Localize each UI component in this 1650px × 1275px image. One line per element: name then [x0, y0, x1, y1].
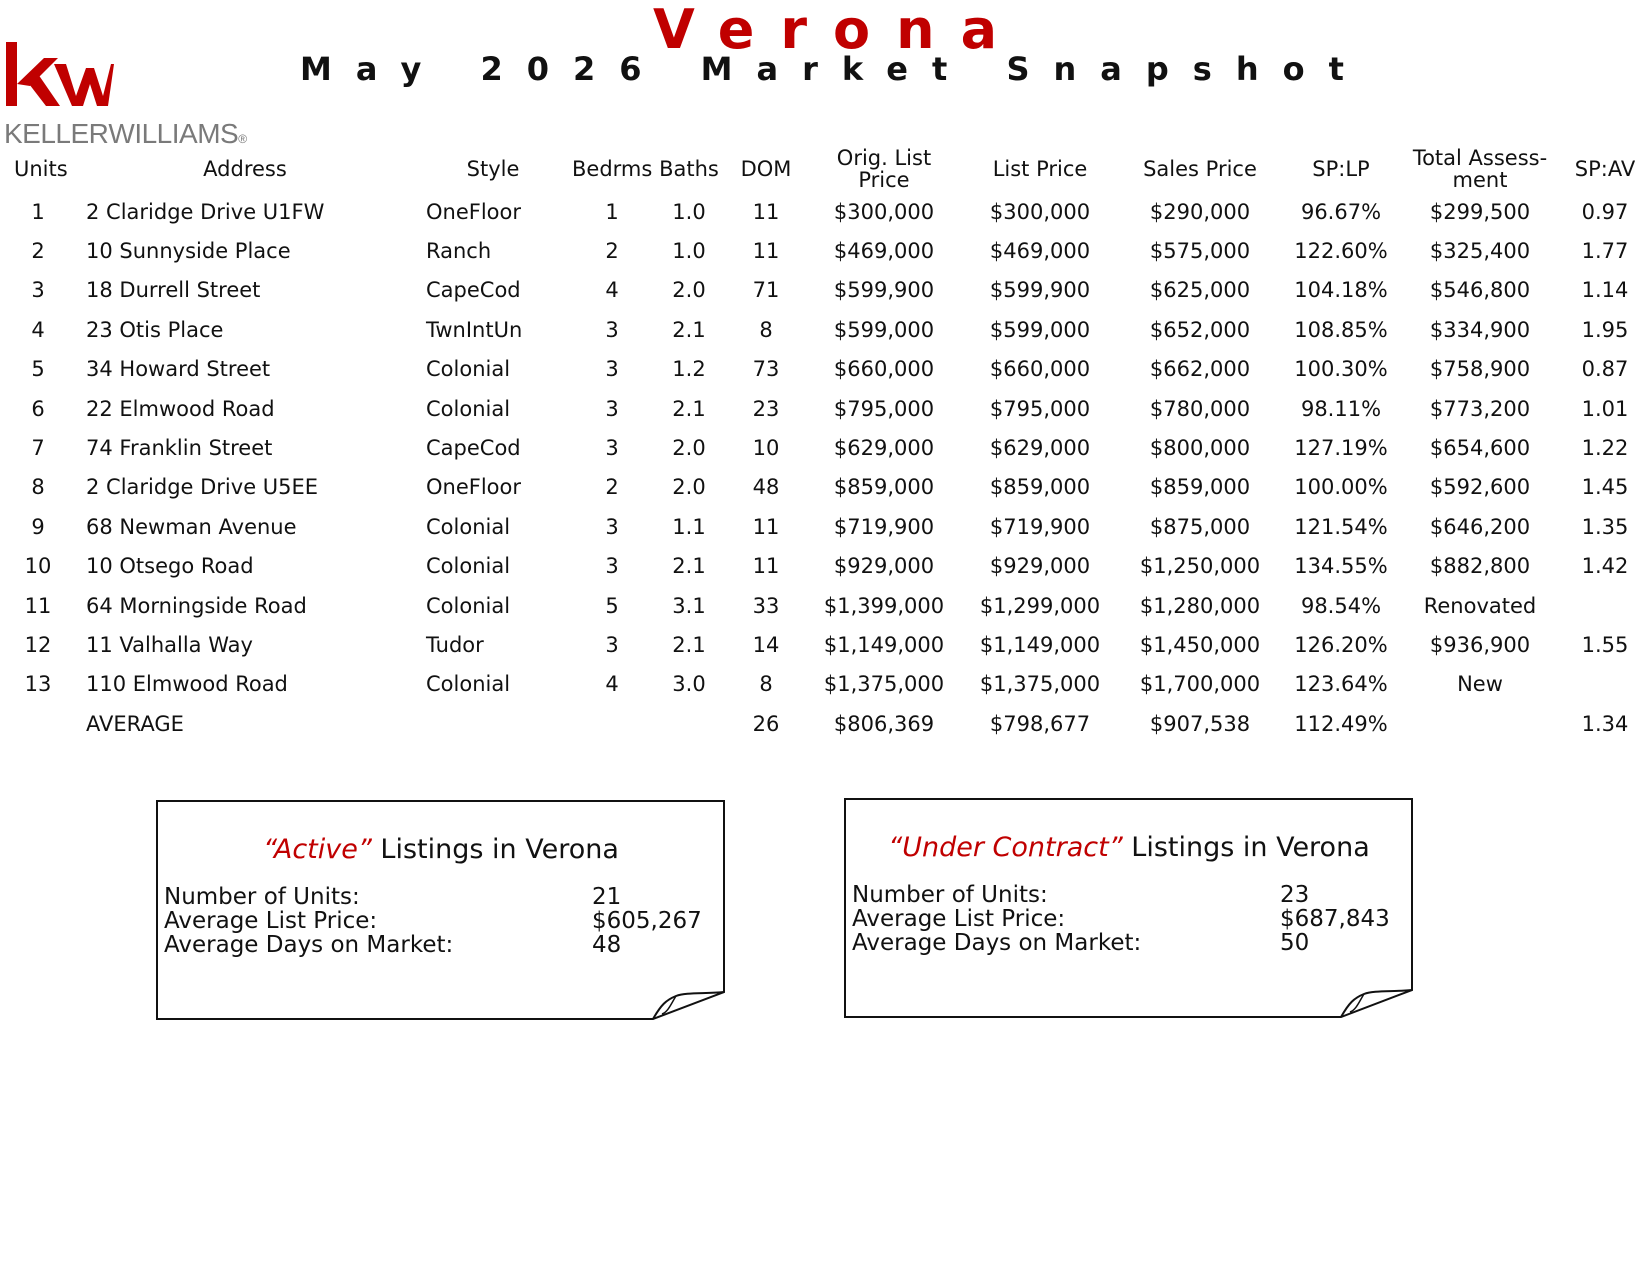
average-baths: [652, 704, 726, 743]
row-bedrms: 3: [605, 357, 619, 382]
row-orig-list-price: $1,375,000: [823, 672, 945, 697]
row-style: CapeCod: [426, 278, 521, 303]
table-row: [0, 231, 1650, 270]
average-row: [0, 704, 1650, 743]
row-style: Colonial: [426, 672, 511, 697]
col-style: Style: [466, 157, 520, 181]
row-sales-price: $800,000: [1149, 436, 1251, 461]
row-address: 68 Newman Avenue: [86, 514, 297, 539]
table-row: [0, 665, 1650, 704]
col-dom: DOM: [740, 157, 792, 181]
row-orig-list-price: $1,399,000: [823, 593, 945, 618]
average-sales-price: $907,538: [1149, 711, 1251, 736]
row-style: CapeCod: [426, 436, 521, 461]
row-sp-av: 1.35: [1581, 514, 1629, 539]
row-unit: 8: [31, 475, 45, 500]
row-bedrms: 3: [605, 396, 619, 421]
row-unit: 13: [24, 672, 52, 697]
table-row: [0, 586, 1650, 625]
row-dom: 23: [752, 396, 780, 421]
page-subtitle: May 2026 Market Snapshot: [300, 50, 1368, 88]
row-address: 10 Sunnyside Place: [86, 239, 291, 264]
row-sales-price: $575,000: [1149, 239, 1251, 264]
row-baths: 2.1: [672, 317, 706, 342]
contract-dom-value: 50: [1280, 930, 1310, 956]
row-sales-price: $780,000: [1149, 396, 1251, 421]
active-title-rest: Listings in Verona: [371, 834, 619, 865]
row-list-price: $469,000: [989, 239, 1091, 264]
active-price-label: Average List Price:: [164, 908, 378, 934]
row-unit: 10: [24, 554, 52, 579]
active-box-title: [156, 834, 726, 865]
contract-price-value: $687,843: [1280, 906, 1390, 932]
row-baths: 2.0: [672, 475, 706, 500]
row-sp-av: [1560, 665, 1650, 704]
average-dom: 26: [752, 711, 780, 736]
table-row: [0, 625, 1650, 664]
row-orig-list-price: $469,000: [833, 239, 935, 264]
row-total-assessment: $299,500: [1429, 199, 1531, 224]
row-sp-av: 1.77: [1581, 239, 1629, 264]
row-sales-price: $1,700,000: [1139, 672, 1261, 697]
row-sales-price: $859,000: [1149, 475, 1251, 500]
under-contract-box: [844, 798, 1444, 1028]
col-total-assessment: [1400, 146, 1560, 192]
row-sp-lp: 123.64%: [1294, 672, 1388, 697]
row-total-assessment: New: [1457, 672, 1503, 697]
row-unit: 7: [31, 436, 45, 461]
row-sp-lp: 96.67%: [1300, 199, 1382, 224]
col-orig-list-line2: Price: [858, 168, 910, 192]
row-orig-list-price: $1,149,000: [823, 632, 945, 657]
row-dom: 8: [759, 672, 773, 697]
row-orig-list-price: $599,900: [833, 278, 935, 303]
row-sales-price: $652,000: [1149, 317, 1251, 342]
average-sp-lp: 112.49%: [1294, 711, 1388, 736]
row-sp-av: [1560, 586, 1650, 625]
row-sales-price: $662,000: [1149, 357, 1251, 382]
row-orig-list-price: $629,000: [833, 436, 935, 461]
row-style: Tudor: [426, 632, 484, 657]
row-total-assessment: $882,800: [1429, 554, 1531, 579]
row-list-price: $300,000: [989, 199, 1091, 224]
row-sp-lp: 104.18%: [1294, 278, 1388, 303]
row-total-assessment: $334,900: [1429, 317, 1531, 342]
contract-box-title: [844, 832, 1414, 863]
row-sp-av: 1.14: [1581, 278, 1629, 303]
row-sp-av: 1.42: [1581, 554, 1629, 579]
row-sp-lp: 108.85%: [1294, 317, 1388, 342]
row-bedrms: 3: [605, 436, 619, 461]
row-style: OneFloor: [426, 475, 522, 500]
row-dom: 11: [752, 514, 780, 539]
row-dom: 48: [752, 475, 780, 500]
col-total-assess-line1: Total Assess-: [1412, 146, 1548, 170]
table-row: [0, 507, 1650, 546]
logo-text-williams: WILLIAMS: [108, 118, 239, 149]
average-bedrms: [572, 704, 652, 743]
row-sales-price: $1,280,000: [1139, 593, 1261, 618]
row-sales-price: $290,000: [1149, 199, 1251, 224]
row-address: 74 Franklin Street: [86, 436, 273, 461]
row-baths: 3.1: [672, 593, 706, 618]
average-orig-list: $806,369: [833, 711, 935, 736]
row-bedrms: 4: [605, 278, 619, 303]
active-dom-label: Average Days on Market:: [164, 932, 454, 958]
row-total-assessment: Renovated: [1423, 593, 1537, 618]
average-style: [414, 704, 572, 743]
row-orig-list-price: $719,900: [833, 514, 935, 539]
col-sales-price: Sales Price: [1143, 157, 1257, 181]
row-address: 18 Durrell Street: [86, 278, 261, 303]
row-address: 23 Otis Place: [86, 317, 224, 342]
row-style: Colonial: [426, 357, 511, 382]
row-sp-av: 1.22: [1581, 436, 1629, 461]
row-baths: 2.0: [672, 436, 706, 461]
table-row: [0, 271, 1650, 310]
row-list-price: $859,000: [989, 475, 1091, 500]
row-unit: 5: [31, 357, 45, 382]
row-sp-av: 1.55: [1581, 632, 1629, 657]
row-dom: 73: [752, 357, 780, 382]
row-list-price: $660,000: [989, 357, 1091, 382]
row-baths: 2.0: [672, 278, 706, 303]
row-style: Colonial: [426, 593, 511, 618]
logo-text-keller: KELLER: [4, 118, 109, 149]
row-address: 11 Valhalla Way: [86, 632, 253, 657]
table-row: [0, 192, 1650, 231]
row-style: Colonial: [426, 554, 511, 579]
row-baths: 1.0: [672, 239, 706, 264]
row-total-assessment: $758,900: [1429, 357, 1531, 382]
row-sp-av: 0.97: [1581, 199, 1629, 224]
row-style: Ranch: [426, 239, 492, 264]
active-listings-box: [156, 800, 756, 1030]
row-address: 34 Howard Street: [86, 357, 271, 382]
col-list-price: List Price: [992, 157, 1088, 181]
average-list-price: $798,677: [989, 711, 1091, 736]
average-unit: [0, 704, 76, 743]
active-price-value: $605,267: [592, 908, 702, 934]
row-sales-price: $875,000: [1149, 514, 1251, 539]
row-total-assessment: $936,900: [1429, 632, 1531, 657]
row-baths: 2.1: [672, 396, 706, 421]
row-style: Colonial: [426, 514, 511, 539]
row-baths: 1.2: [672, 357, 706, 382]
row-orig-list-price: $859,000: [833, 475, 935, 500]
contract-price-label: Average List Price:: [852, 906, 1066, 932]
active-dom-value: 48: [592, 932, 622, 958]
row-sp-lp: 100.00%: [1294, 475, 1388, 500]
row-sp-lp: 121.54%: [1294, 514, 1388, 539]
row-unit: 3: [31, 278, 45, 303]
row-list-price: $719,900: [989, 514, 1091, 539]
col-baths: Baths: [659, 157, 719, 181]
row-list-price: $599,900: [989, 278, 1091, 303]
average-assessment: [1400, 704, 1560, 743]
row-list-price: $1,299,000: [979, 593, 1101, 618]
row-baths: 1.0: [672, 199, 706, 224]
row-total-assessment: $654,600: [1429, 436, 1531, 461]
row-dom: 11: [752, 239, 780, 264]
table-header-row: [0, 146, 1650, 192]
row-unit: 1: [31, 199, 45, 224]
table-row: [0, 468, 1650, 507]
row-dom: 33: [752, 593, 780, 618]
row-address: 2 Claridge Drive U1FW: [86, 199, 325, 224]
row-total-assessment: $773,200: [1429, 396, 1531, 421]
row-orig-list-price: $599,000: [833, 317, 935, 342]
row-list-price: $599,000: [989, 317, 1091, 342]
row-address: 64 Morningside Road: [86, 593, 307, 618]
row-list-price: $795,000: [989, 396, 1091, 421]
row-baths: 2.1: [672, 554, 706, 579]
contract-dom-label: Average Days on Market:: [852, 930, 1142, 956]
row-list-price: $1,149,000: [979, 632, 1101, 657]
row-unit: 12: [24, 632, 52, 657]
row-sp-lp: 134.55%: [1294, 554, 1388, 579]
row-bedrms: 5: [605, 593, 619, 618]
row-orig-list-price: $660,000: [833, 357, 935, 382]
contract-units-label: Number of Units:: [852, 882, 1048, 908]
row-unit: 9: [31, 514, 45, 539]
col-units: Units: [14, 157, 68, 181]
col-bedrms: Bedrms: [572, 157, 653, 181]
row-unit: 11: [24, 593, 52, 618]
row-style: TwnIntUn: [426, 317, 523, 342]
row-total-assessment: $325,400: [1429, 239, 1531, 264]
row-orig-list-price: $929,000: [833, 554, 935, 579]
row-sp-av: 1.95: [1581, 317, 1629, 342]
row-bedrms: 3: [605, 632, 619, 657]
table-row: [0, 310, 1650, 349]
row-dom: 11: [752, 199, 780, 224]
row-dom: 71: [752, 278, 780, 303]
active-title-emphasis: “Active”: [263, 834, 372, 865]
row-orig-list-price: $795,000: [833, 396, 935, 421]
row-sp-lp: 98.11%: [1300, 396, 1382, 421]
row-address: 2 Claridge Drive U5EE: [86, 475, 319, 500]
row-sp-lp: 98.54%: [1300, 593, 1382, 618]
row-bedrms: 3: [605, 317, 619, 342]
row-sp-av: 0.87: [1581, 357, 1629, 382]
col-address: Address: [203, 157, 287, 181]
row-bedrms: 3: [605, 514, 619, 539]
row-list-price: $1,375,000: [979, 672, 1101, 697]
row-unit: 4: [31, 317, 45, 342]
average-sp-av: 1.34: [1581, 711, 1629, 736]
row-bedrms: 1: [605, 199, 619, 224]
col-orig-list-line1: Orig. List: [836, 146, 932, 170]
row-dom: 11: [752, 554, 780, 579]
table-row: [0, 428, 1650, 467]
row-sales-price: $1,250,000: [1139, 554, 1261, 579]
row-style: Colonial: [426, 396, 511, 421]
table-row: [0, 547, 1650, 586]
table-row: [0, 389, 1650, 428]
row-baths: 3.0: [672, 672, 706, 697]
row-baths: 1.1: [672, 514, 706, 539]
row-list-price: $929,000: [989, 554, 1091, 579]
row-style: OneFloor: [426, 199, 522, 224]
row-dom: 10: [752, 436, 780, 461]
active-units-value: 21: [592, 884, 622, 910]
page-title: Verona: [652, 0, 1024, 61]
row-address: 110 Elmwood Road: [86, 672, 288, 697]
row-total-assessment: $646,200: [1429, 514, 1531, 539]
row-baths: 2.1: [672, 632, 706, 657]
active-units-label: Number of Units:: [164, 884, 360, 910]
row-total-assessment: $592,600: [1429, 475, 1531, 500]
row-sp-lp: 126.20%: [1294, 632, 1388, 657]
row-sales-price: $625,000: [1149, 278, 1251, 303]
row-bedrms: 4: [605, 672, 619, 697]
row-bedrms: 2: [605, 239, 619, 264]
row-address: 22 Elmwood Road: [86, 396, 275, 421]
table-row: [0, 350, 1650, 389]
contract-title-emphasis: “Under Contract”: [888, 832, 1123, 863]
row-list-price: $629,000: [989, 436, 1091, 461]
row-dom: 8: [759, 317, 773, 342]
row-unit: 6: [31, 396, 45, 421]
row-sp-lp: 122.60%: [1294, 239, 1388, 264]
col-total-assess-line2: ment: [1452, 168, 1508, 192]
col-sp-av: SP:AV: [1574, 157, 1636, 181]
row-orig-list-price: $300,000: [833, 199, 935, 224]
sales-table: [0, 146, 1650, 743]
average-label: AVERAGE: [86, 711, 184, 736]
row-dom: 14: [752, 632, 780, 657]
row-sp-lp: 100.30%: [1294, 357, 1388, 382]
row-bedrms: 3: [605, 554, 619, 579]
row-sales-price: $1,450,000: [1139, 632, 1261, 657]
row-sp-av: 1.45: [1581, 475, 1629, 500]
logo-registered: ®: [238, 132, 247, 146]
col-sp-lp: SP:LP: [1312, 157, 1370, 181]
row-total-assessment: $546,800: [1429, 278, 1531, 303]
row-unit: 2: [31, 239, 45, 264]
row-sp-lp: 127.19%: [1294, 436, 1388, 461]
row-bedrms: 2: [605, 475, 619, 500]
row-sp-av: 1.01: [1581, 396, 1629, 421]
col-orig-list-price: [806, 146, 962, 192]
contract-title-rest: Listings in Verona: [1122, 832, 1370, 863]
row-address: 10 Otsego Road: [86, 554, 254, 579]
contract-units-value: 23: [1280, 882, 1310, 908]
